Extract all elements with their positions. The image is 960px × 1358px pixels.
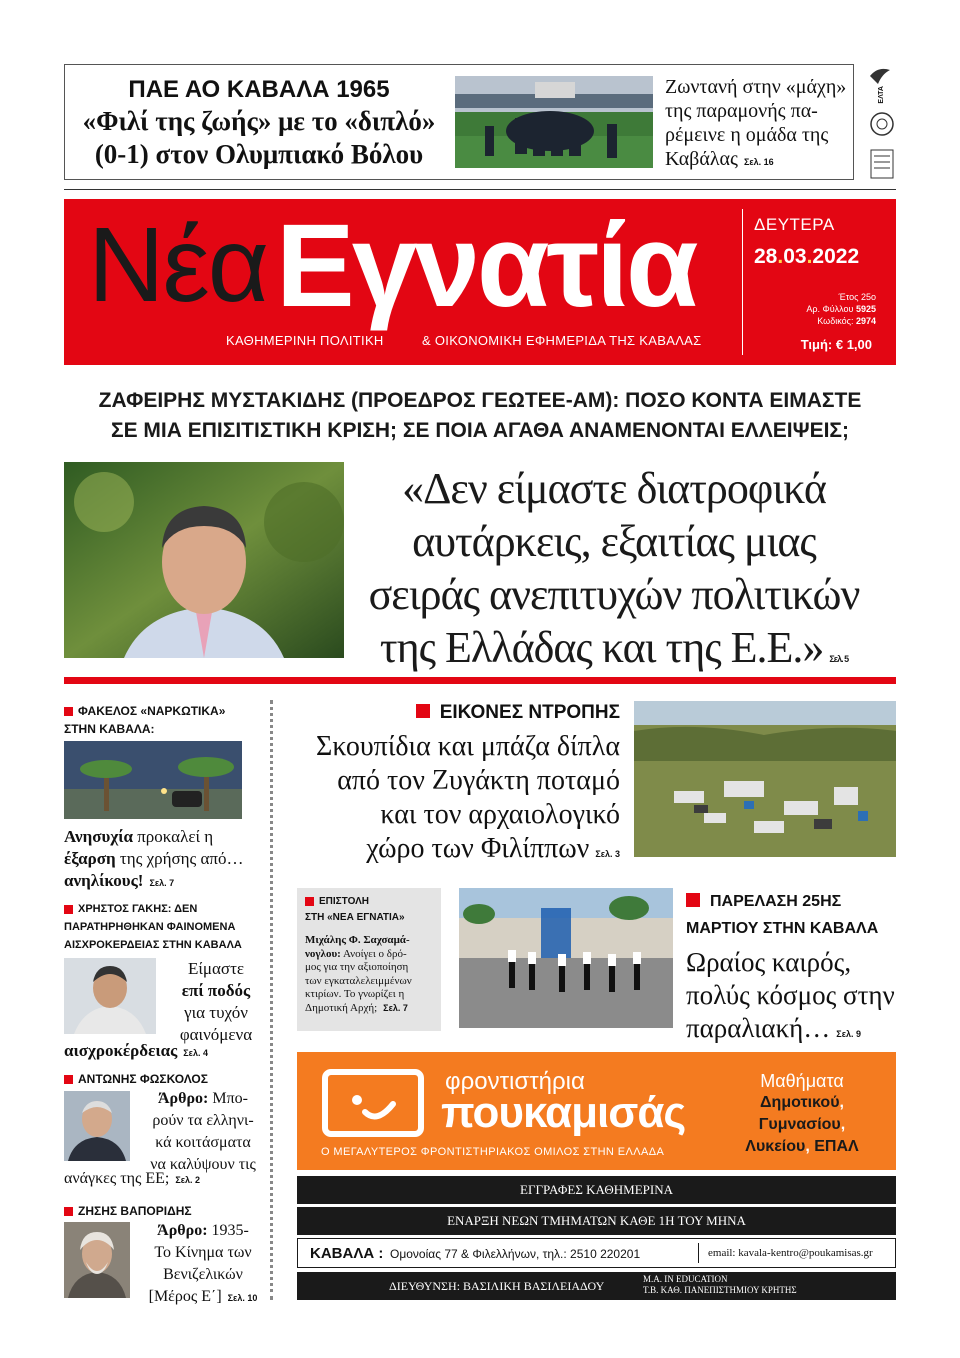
sidebar-story-foskolos-text-end [64,1168,269,1191]
top-story-title-line: «Φιλί της ζωής» με το «διπλό» [82,106,436,136]
story-text: για τυχόν [184,1003,248,1022]
masthead-name-nea: Νέα [88,206,268,324]
story-text: ανάγκες της ΕΕ; [64,1170,170,1187]
parade-headline[interactable] [686,946,900,1051]
page-reference: Σελ. 10 [227,1293,258,1303]
story-text: φαινόμενα [179,1025,253,1044]
ad-email[interactable]: email: kavala-kentro@poukamisas.gr [708,1247,873,1259]
story-text: προκαλεί η [132,827,214,846]
story-label: ΣΤΗΝ ΚΑΒΑΛΑ: [64,722,155,736]
sidebar-story-foskolos[interactable] [64,1071,269,1087]
sidebar-story-drugs-text [64,826,269,894]
ad-level: Λυκείου [745,1138,806,1155]
top-story-box[interactable] [64,64,854,180]
page-reference: Σελ. 2 [175,1175,200,1185]
lead-quote-line: αυτάρκεις, εξαιτίας μιας [412,517,816,566]
story-text: της χρήσης από… [115,849,244,868]
top-story-teaser-line: Ζωντανή στην «μάχη» [665,76,847,98]
palm-tree-night-photo [64,741,242,819]
story-text: Άρθρο: [158,1090,209,1107]
page-reference: Σελ. 3 [595,849,620,859]
sidebar-story-gakis-text [162,958,270,1046]
top-story-title [65,75,453,105]
code-number: 2974 [855,316,876,326]
headline-line: Ωραίος καιρός, [686,947,852,977]
story-text: 1935- [207,1222,249,1239]
headline-line: χώρο των Φιλίππων [366,833,590,864]
page-reference: Σελ. 16 [743,157,774,167]
football-team-huddle-photo [455,76,653,168]
lead-kicker[interactable] [64,386,896,446]
red-rule [64,677,896,684]
story-text: αισχροκέρδειας [64,1041,178,1060]
top-story-title-line: ΠΑΕ ΑΟ ΚΑΒΑΛΑ 1965 [128,76,390,103]
story-label: ΠΑΡΕΛΑΣΗ 25ΗΣ [710,893,842,910]
lead-kicker-line: ΖΑΦΕΙΡΗΣ ΜΥΣΤΑΚΙΔΗΣ (ΠΡΟΕΔΡΟΣ ΓΕΩΤΕΕ-ΑΜ): ΠΟΣΟ ΚΟΝΤΑ ΕΙΜΑΣΤΕ [98,389,862,412]
ad-level: ΕΠΑΛ [814,1138,859,1155]
ad-brand-small: φροντιστήρια [445,1068,585,1095]
story-label: ΖΗΣΗΣ ΒΑΠΟΡΙΔΗΣ [78,1204,192,1218]
story-text: Ανοίγει ο δρό- [340,947,407,960]
vaporidis-portrait-photo [64,1222,130,1298]
story-label: ΣΤΗ «ΝΕΑ ΕΓΝΑΤΙΑ» [305,912,405,923]
sidebar-story-vaporidis-text [136,1220,270,1309]
story-text: κτιρίων. Το γνωρίζει η [305,988,405,1000]
ad-brand-name: πουκαμισάς [441,1088,686,1137]
sidebar-divider [270,700,273,1300]
issue-year: Έτος 25ο [838,292,876,302]
headline-line: από τον Ζυγάκτη ποταμό [337,765,620,796]
date-separator: . [777,245,784,268]
masthead-name-egnatia: Εγνατία [276,200,696,332]
issue-number: 5925 [855,304,876,314]
ad-lessons [717,1070,887,1158]
divider [64,189,896,190]
story-text: Δημοτική Αρχή; [305,1001,378,1014]
story-text: έξαρση [64,849,116,868]
ad-credential: Μ.Α. IN EDUCATION [643,1274,728,1284]
lead-quote-line: της Ελλάδας και της Ε.Ε.» [379,623,824,672]
ad-contact-row [297,1238,896,1268]
page-reference: Σελ. 5 [829,654,849,664]
advertisement-banner[interactable] [297,1052,896,1170]
smiley-screen-logo-icon [321,1068,425,1138]
sidebar-story-vaporidis[interactable] [64,1203,269,1219]
issue-meta [744,291,876,327]
foskolos-portrait-photo [64,1091,130,1161]
headline-line: Σκουπίδια και μπάζα δίπλα [316,731,620,762]
lead-quote[interactable] [338,462,890,686]
ad-lessons-title: Μαθήματα [760,1071,844,1091]
trash-story-kicker[interactable] [290,702,620,724]
story-label: ΜΑΡΤΙΟΥ ΣΤΗΝ ΚΑΒΑΛΑ [686,920,879,937]
gakis-portrait-photo [64,958,156,1034]
trash-dump-photo [634,701,896,857]
masthead-subtitle: ΚΑΘΗΜΕΡΙΝΗ ΠΟΛΙΤΙΚΗ [226,333,384,348]
sidebar-story-gakis-text-end [64,1040,269,1064]
story-text: ανηλίκους! [64,871,144,890]
headline-line: και τον αρχαιολογικό [380,799,620,830]
issue-date-day: 28 [754,245,778,268]
ad-credential: Τ.Β. ΚΑΘ. ΠΑΝΕΠΙΣΤΗΜΙΟΥ ΚΡΗΤΗΣ [643,1285,797,1295]
ad-city: ΚΑΒΑΛΑ : [310,1245,384,1262]
page-reference: Σελ. 7 [383,1002,408,1013]
letter-text [305,934,435,1015]
ad-comma: , [805,1138,810,1155]
sidebar-story-gakis[interactable] [64,900,269,954]
ad-tagline: Ο ΜΕΓΑΛΥΤΕΡΟΣ ΦΡΟΝΤΙΣΤΗΡΙΑΚΟΣ ΟΜΙΛΟΣ ΣΤΗΝ ΕΛΛΑΔΑ [321,1146,665,1158]
ad-level: Δημοτικού [760,1094,840,1111]
masthead-divider [742,209,743,355]
trash-story-headline[interactable] [280,730,620,871]
issue-date-month: 03 [783,245,807,268]
top-story-teaser-line: Καβάλας [665,148,738,170]
story-text: κά κοιτάσματα [155,1134,251,1151]
postal-marks [866,64,896,180]
story-label: ΦΑΚΕΛΟΣ «ΝΑΡΚΩΤΙΚΑ» [78,704,226,718]
ad-registrations: ΕΓΓΡΑΦΕΣ ΚΑΘΗΜΕΡΙΝΑ [297,1176,896,1204]
elta-postal-logo-icon [866,64,896,180]
ad-comma: , [839,1094,844,1111]
story-text: των εγκαταλελειμμένων [305,974,412,987]
story-text: νογλου: [305,947,341,960]
story-text: μος για την αξιοποίηση [305,961,409,973]
story-label: ΠΑΡΑΤΗΡΗΘΗΚΑΝ ΦΑΙΝΟΜΕΝΑ [64,921,236,933]
ad-director-row [297,1272,896,1300]
headline-line: παραλιακή… [686,1013,831,1043]
story-text: επί ποδός [181,981,251,1000]
story-label: ΕΠΙΣΤΟΛΗ [319,896,369,907]
sidebar-story-foskolos-text [136,1088,270,1176]
masthead [64,199,896,365]
page-reference: Σελ. 9 [836,1029,861,1039]
story-text: Βενιζελικών [163,1266,243,1283]
story-text: να καλύψουν τις [150,1156,256,1173]
story-text: Ανησυχία [64,827,133,846]
letter-box[interactable] [297,888,441,1031]
story-text: Είμαστε [187,959,245,978]
sidebar-story-drugs[interactable] [64,702,264,738]
parade-photo [459,888,673,1028]
story-label: ΧΡΗΣΤΟΣ ΓΑΚΗΣ: ΔΕΝ [78,903,198,915]
lead-quote-line: σειράς ανεπιτυχών πολιτικών [368,570,860,619]
story-label: ΑΙΣΧΡΟΚΕΡΔΕΙΑΣ ΣΤΗΝ ΚΑΒΑΛΑ [64,939,242,951]
lead-kicker-line: ΣΕ ΜΙΑ ΕΠΙΣΙΤΙΣΤΙΚΗ ΚΡΙΣΗ; ΣΕ ΠΟΙΑ ΑΓΑΘΑ ΑΝΑΜΕΝΟΝΤΑΙ ΕΛΛΕΙΨΕΙΣ; [110,419,850,442]
top-story-title-line: (0-1) στον Ολυμπιακό Βόλου [94,139,424,169]
elta-label: ΕΛΤΑ [878,86,885,104]
story-text: Το Κίνημα των [154,1244,252,1261]
ad-level: Γυμνασίου [758,1116,841,1133]
issue-price: Τιμή: € 1,00 [800,337,872,352]
issue-date-year: 2022 [812,245,860,268]
page-reference: Σελ. 7 [149,878,175,888]
ad-new-classes: ΕΝΑΡΞΗ ΝΕΩΝ ΤΜΗΜΑΤΩΝ ΚΑΘΕ 1Η ΤΟΥ ΜΗΝΑ [297,1207,896,1235]
issue-date [754,245,859,269]
story-label: ΑΝΤΩΝΗΣ ΦΩΣΚΟΛΟΣ [78,1072,208,1086]
top-story-teaser-line: ρέμεινε η ομάδα της [665,124,829,146]
ad-comma: , [840,1116,846,1133]
issue-day: ΔΕΥΤΕΡΑ [754,215,835,234]
parade-kicker[interactable] [686,888,896,942]
ad-director: ΔΙΕΥΘΥΝΣΗ: ΒΑΣΙΛΙΚΗ ΒΑΣΙΛΕΙΑΔΟΥ [389,1279,605,1293]
masthead-subtitle: & ΟΙΚΟΝΟΜΙΚΗ ΕΦΗΜΕΡΙΔΑ ΤΗΣ ΚΑΒΑΛΑΣ [422,333,702,348]
lead-portrait-photo [64,462,344,658]
issue-number-label: Αρ. Φύλλου [806,304,854,314]
date-separator: . [806,245,813,268]
lead-quote-line: «Δεν είμαστε διατροφικά [402,464,826,513]
story-text: Μιχάλης Φ. Σαχσαμά- [305,934,410,946]
code-label: Κωδικός: [817,316,854,326]
top-story-teaser-line: της παραμονής πα- [665,100,818,122]
story-text: Μπο- [208,1090,248,1107]
story-text: ρούν τα ελληνι- [152,1112,254,1129]
page-reference: Σελ. 4 [183,1048,208,1058]
story-text: Άρθρο: [157,1222,208,1239]
story-text: [Μέρος Ε΄] [148,1288,222,1305]
ad-address: Ομονοίας 77 & Φιλελλήνων, τηλ.: 2510 220201 [390,1247,641,1261]
headline-line: πολύς κόσμος στην [686,980,895,1010]
story-label: ΕΙΚΟΝΕΣ ΝΤΡΟΠΗΣ [439,702,620,723]
